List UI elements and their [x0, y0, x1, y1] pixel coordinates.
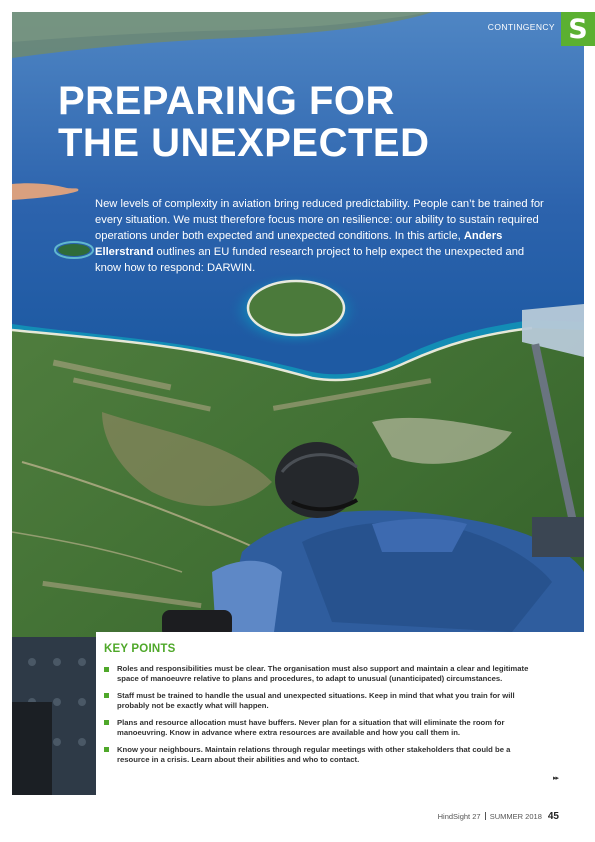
- section-badge-icon: [561, 12, 595, 46]
- key-point-text: Plans and resource allocation must have buffers. Never plan for a situation that will eliminate the room for manoeuvring. Know in advance where extra resources are available and how you call them in.: [117, 717, 505, 738]
- footer-publication: HindSight 27: [437, 812, 481, 821]
- article-title-line-1: PREPARING FOR: [58, 79, 395, 123]
- footer-divider: [485, 812, 486, 820]
- bullet-square-icon: [104, 720, 109, 725]
- article-title-line-2: THE UNEXPECTED: [58, 121, 430, 165]
- article-title: [58, 80, 430, 164]
- key-point-text: Know your neighbours. Maintain relations through regular meetings with other stakeholders that could be a resource in a crisis. Learn about their abilities and who to contact.: [117, 744, 511, 764]
- bullet-square-icon: [104, 693, 109, 698]
- key-point-item: [104, 691, 544, 711]
- intro-text-before: New levels of complexity in aviation bring reduced predictability. People can’t be trained for every situation. We must therefore focus more on resilience: our ability to sustain required operations under both expected and unexpected conditions. In this article,: [95, 198, 544, 242]
- section-category: CONTINGENCY: [487, 22, 555, 32]
- key-points-list: [104, 664, 544, 772]
- footer-issue: SUMMER 2018: [489, 812, 542, 821]
- key-point-text: Staff must be trained to handle the usual and unexpected situations. Keep in mind that what you train for will probably not be exactly what will happen.: [117, 690, 515, 711]
- key-points-heading: KEY POINTS: [104, 643, 176, 655]
- bullet-square-icon: [104, 667, 109, 672]
- section-badge-letter: S: [568, 13, 588, 45]
- key-point-item: [104, 718, 544, 738]
- key-points-box: [96, 632, 584, 795]
- continue-arrows-icon: ▸▸: [552, 775, 558, 782]
- page-number: 45: [547, 811, 559, 822]
- article-intro: [95, 196, 545, 276]
- page-footer: [438, 811, 559, 822]
- intro-author: Anders Ellerstrand: [95, 230, 503, 258]
- key-point-text: Roles and responsibilities must be clear. The organisation must also support and maintain a clear and legitimate space of manoeuvre relative to plans and procedures, to adapt to unusual (unanticipated) circumstances.: [117, 664, 529, 684]
- intro-text-after: outlines an EU funded research project to help expect the unexpected and know how to respond: DARWIN.: [95, 246, 525, 274]
- key-point-item: [104, 664, 544, 684]
- key-point-item: [104, 745, 544, 765]
- bullet-square-icon: [104, 747, 109, 752]
